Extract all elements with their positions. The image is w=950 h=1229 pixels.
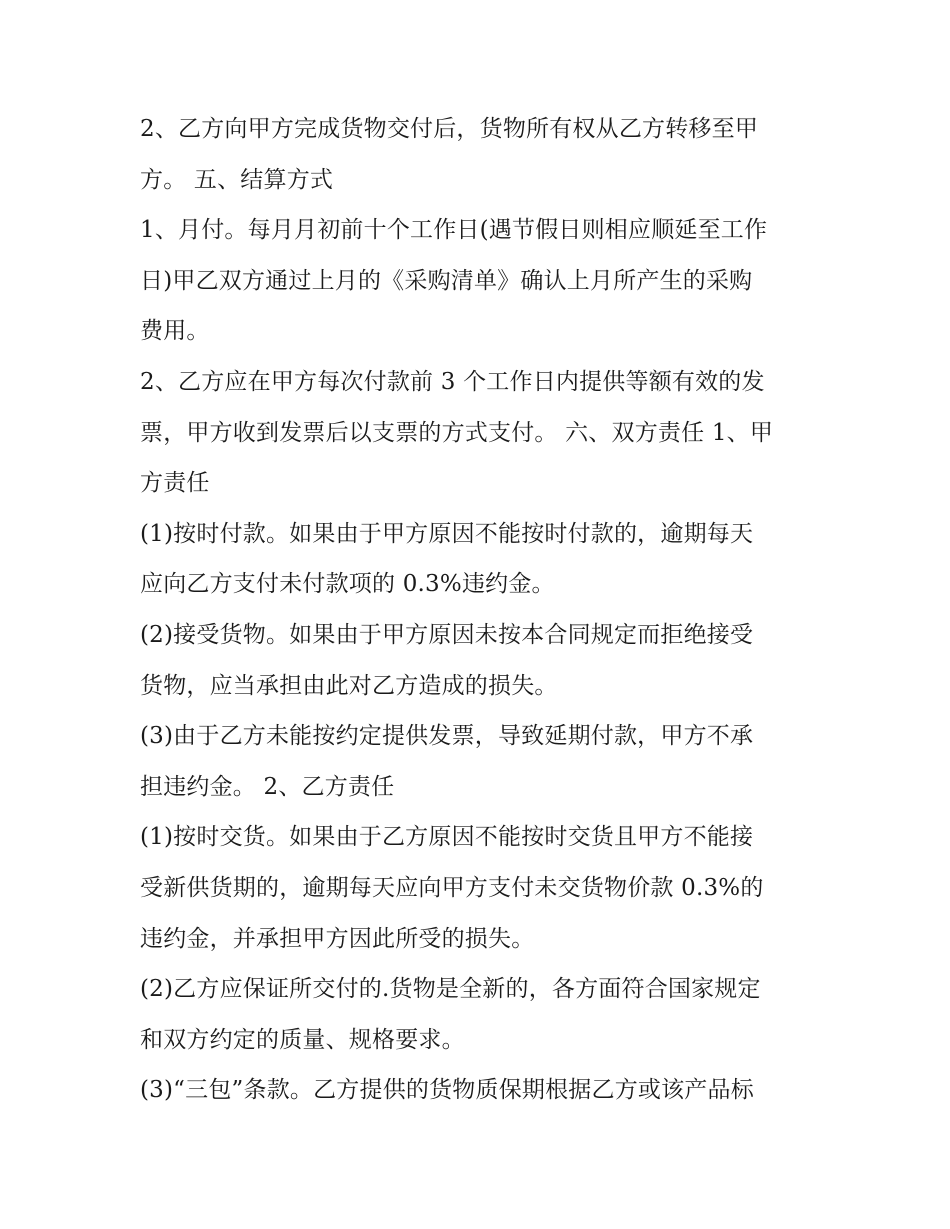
text-line: 方。 五、结算方式 <box>140 166 334 193</box>
text-line: 方责任 <box>140 470 210 497</box>
text-line: (1)按时付款。如果由于甲方原因不能按时付款的，逾期每天 <box>140 520 754 547</box>
text-line: 2、乙方应在甲方每次付款前 3 个工作日内提供等额有效的发 <box>140 368 765 395</box>
text-line: 受新供货期的，逾期每天应向甲方支付未交货物价款 0.3%的 <box>140 874 764 901</box>
text-line: 票，甲方收到发票后以支票的方式支付。 六、双方责任 1、甲 <box>140 419 774 446</box>
text-line: 1、月付。每月月初前十个工作日(遇节假日则相应顺延至工作 <box>140 217 768 244</box>
text-line: 2、乙方向甲方完成货物交付后，货物所有权从乙方转移至甲 <box>140 116 759 142</box>
document-body <box>140 104 820 1116</box>
text-line: 货物，应当承担由此对乙方造成的损失。 <box>140 672 558 699</box>
text-line: 日)甲乙双方通过上月的《采购清单》确认上月所产生的采购 <box>140 267 753 294</box>
text-line: 和双方约定的质量、规格要求。 <box>140 1026 465 1053</box>
text-line: 应向乙方支付未付款项的 0.3%违约金。 <box>140 571 555 598</box>
text-line: (3)由于乙方未能按约定提供发票，导致延期付款，甲方不承 <box>140 723 754 750</box>
text-line: 担违约金。 2、乙方责任 <box>140 773 395 800</box>
text-line: 违约金，并承担甲方因此所受的损失。 <box>140 925 535 952</box>
text-line: (1)按时交货。如果由于乙方原因不能按时交货且甲方不能接 <box>140 824 754 851</box>
text-line: (2)接受货物。如果由于甲方原因未按本合同规定而拒绝接受 <box>140 621 754 648</box>
text-line: (2)乙方应保证所交付的.货物是全新的，各方面符合国家规定 <box>140 976 761 1003</box>
text-line: 费用。 <box>140 318 210 345</box>
text-line: (3)“三包”条款。乙方提供的货物质保期根据乙方或该产品标 <box>140 1077 754 1104</box>
